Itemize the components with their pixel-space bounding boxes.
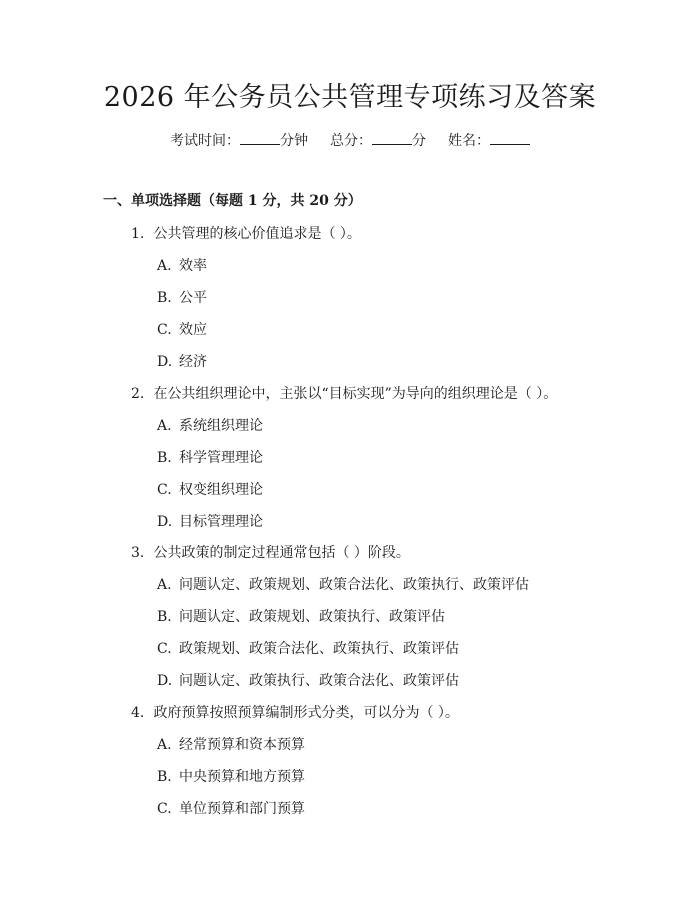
option-text: 系统组织理论	[179, 418, 263, 434]
option-letter: A.	[157, 737, 172, 753]
question-number: 2.	[131, 386, 145, 402]
question-text: 在公共组织理论中，主张以“目标实现”为导向的组织理论是（ ）。	[153, 386, 558, 402]
exam-time-blank	[240, 130, 280, 145]
option-letter: B.	[157, 609, 172, 625]
question-1-option-c	[157, 319, 207, 341]
total-score-label: 总分：	[330, 133, 372, 149]
question-3-option-a	[157, 574, 529, 596]
section-heading: 一、单项选择题（每题 1 分，共 20 分）	[103, 193, 362, 209]
exam-time-field	[170, 130, 308, 152]
question-3-option-b	[157, 606, 445, 628]
question-2-option-c	[157, 479, 263, 501]
question-1	[131, 223, 361, 245]
option-letter: B.	[157, 769, 172, 785]
question-text: 公共管理的核心价值追求是（ ）。	[153, 226, 361, 242]
option-letter: D.	[157, 673, 173, 689]
name-label: 姓名：	[448, 133, 490, 149]
total-score-unit: 分	[412, 133, 426, 149]
option-letter: C.	[157, 322, 172, 338]
option-letter: D.	[157, 354, 173, 370]
option-text: 政策规划、政策合法化、政策执行、政策评估	[179, 641, 459, 657]
option-letter: B.	[157, 450, 172, 466]
question-3-option-c	[157, 638, 459, 660]
question-number: 1.	[131, 226, 145, 242]
question-4-option-a	[157, 734, 305, 756]
document-title: 2026 年公务员公共管理专项练习及答案	[103, 82, 597, 113]
option-letter: A.	[157, 577, 172, 593]
option-text: 科学管理理论	[179, 450, 263, 466]
option-text: 效率	[179, 258, 207, 274]
exam-time-unit: 分钟	[280, 133, 308, 149]
name-field	[448, 130, 530, 152]
option-text: 单位预算和部门预算	[179, 801, 305, 817]
total-score-field	[330, 130, 426, 152]
option-text: 权变组织理论	[179, 482, 263, 498]
question-1-option-d	[157, 351, 207, 373]
option-text: 问题认定、政策执行、政策合法化、政策评估	[179, 673, 459, 689]
question-number: 4.	[131, 705, 145, 721]
question-number: 3.	[131, 545, 145, 561]
option-text: 问题认定、政策规划、政策执行、政策评估	[179, 609, 445, 625]
name-blank	[490, 130, 530, 145]
question-2-option-a	[157, 415, 263, 437]
question-4	[131, 702, 459, 724]
option-text: 效应	[179, 322, 207, 338]
option-text: 经济	[179, 354, 207, 370]
option-letter: C.	[157, 482, 172, 498]
option-letter: A.	[157, 418, 172, 434]
option-letter: C.	[157, 641, 172, 657]
question-4-option-b	[157, 766, 305, 788]
question-3	[131, 542, 410, 564]
option-text: 公平	[179, 290, 207, 306]
question-text: 公共政策的制定过程通常包括（ ）阶段。	[153, 545, 410, 561]
option-letter: A.	[157, 258, 172, 274]
option-letter: B.	[157, 290, 172, 306]
option-text: 中央预算和地方预算	[179, 769, 305, 785]
option-text: 经常预算和资本预算	[179, 737, 305, 753]
question-2	[131, 383, 557, 405]
exam-meta-line	[0, 130, 700, 152]
question-1-option-a	[157, 255, 207, 277]
option-letter: C.	[157, 801, 172, 817]
option-text: 目标管理理论	[179, 514, 263, 530]
total-score-blank	[372, 130, 412, 145]
option-letter: D.	[157, 514, 173, 530]
question-4-option-c	[157, 798, 305, 820]
question-3-option-d	[157, 670, 459, 692]
question-text: 政府预算按照预算编制形式分类，可以分为（ ）。	[153, 705, 459, 721]
exam-time-label: 考试时间：	[170, 133, 240, 149]
option-text: 问题认定、政策规划、政策合法化、政策执行、政策评估	[179, 577, 529, 593]
question-2-option-d	[157, 511, 263, 533]
question-2-option-b	[157, 447, 263, 469]
question-1-option-b	[157, 287, 207, 309]
